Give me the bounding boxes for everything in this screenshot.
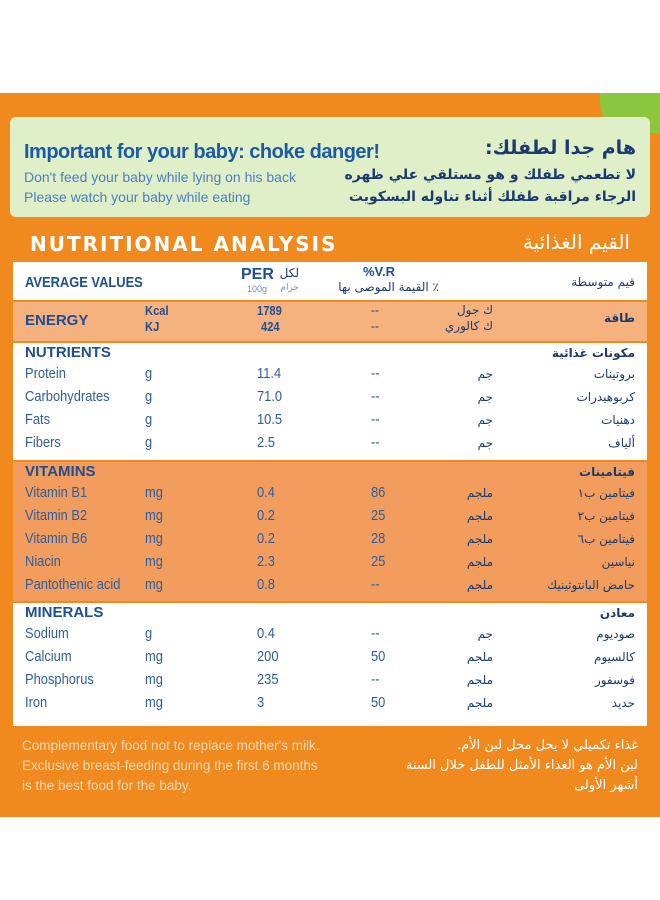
nutrient-name-ar: بروتينات <box>593 367 635 381</box>
warning-line1-en: Don't feed your baby while lying on his back <box>24 169 296 185</box>
nutrient-value: 200 <box>257 648 279 665</box>
divider-nutrients <box>13 460 647 462</box>
nutrient-value: 2.3 <box>257 553 275 570</box>
footer-line1-ar: غذاء تكميلي لا يحل محل لبن الأم. <box>457 738 638 753</box>
footer-line3-ar: أشهر الأولى <box>574 778 638 793</box>
nutrient-value: 3 <box>257 694 265 711</box>
energy-rv-kcal: -- <box>371 303 379 317</box>
nutrient-rv: -- <box>371 625 380 642</box>
nutrient-name: Protein <box>25 365 66 382</box>
nutrient-name-ar: فيتامين ب٦ <box>577 532 635 546</box>
heading-ar: القيم الغذائية <box>522 230 630 254</box>
nutrient-unit: mg <box>145 694 163 711</box>
col-per: PER <box>241 266 274 283</box>
nutrient-unit-ar: ملجم <box>466 555 493 569</box>
nutrient-rv: -- <box>371 388 380 405</box>
col-rv: %V.R <box>363 264 396 279</box>
nutrient-name: Phosphorus <box>25 671 94 688</box>
nutrient-rv: 25 <box>371 507 386 524</box>
warning-line1-ar: لا تطعمي طفلك و هو مستلقي علي ظهره <box>344 167 636 183</box>
warning-line2-en: Please watch your baby while eating <box>24 189 251 205</box>
energy-rv-kj: -- <box>371 319 379 333</box>
energy-unit-ar-kj: ك جول <box>456 303 493 317</box>
warning-title-en: Important for your baby: choke danger! <box>24 141 380 163</box>
nutrient-unit-ar: جم <box>477 367 493 381</box>
energy-unit-kcal: Kcal <box>145 303 169 318</box>
divider-energy <box>13 341 647 343</box>
nutrient-unit: mg <box>145 530 163 547</box>
section-title-ar: مكونات غذائية <box>551 346 635 360</box>
energy-label: ENERGY <box>25 312 89 329</box>
nutrient-rv: -- <box>371 671 380 688</box>
choke-warning-box <box>10 117 650 217</box>
nutrient-unit: g <box>145 625 153 642</box>
nutrient-name: Vitamin B2 <box>25 507 88 524</box>
nutrient-rv: 86 <box>371 484 386 501</box>
nutrient-value: 11.4 <box>257 365 282 382</box>
nutrient-value: 0.4 <box>257 484 275 501</box>
nutrient-value: 0.4 <box>257 625 275 642</box>
footer-line3-en: is the best food for the baby. <box>22 778 192 793</box>
col-rv-ar: ٪ القيمة الموصى بها <box>338 280 439 294</box>
energy-value-kj: 424 <box>261 319 280 334</box>
nutrient-name: Iron <box>25 694 48 711</box>
nutrient-unit: mg <box>145 648 163 665</box>
nutrient-name-ar: كربوهيدرات <box>576 390 635 404</box>
nutrient-unit: mg <box>145 507 163 524</box>
nutrient-value: 2.5 <box>257 434 275 451</box>
nutrient-unit: mg <box>145 576 163 593</box>
nutrient-unit: g <box>145 411 153 428</box>
nutrient-name-ar: دهنيات <box>601 413 635 427</box>
nutrient-name-ar: نياسين <box>601 555 635 569</box>
nutrient-rv: 50 <box>371 648 386 665</box>
col-per-ar: لكل <box>279 266 299 280</box>
footer-line1-en: Complementary food not to replace mother's milk. <box>22 738 320 753</box>
nutrition-table <box>13 262 647 726</box>
section-title: NUTRIENTS <box>25 344 111 361</box>
nutrient-unit-ar: ملجم <box>466 486 493 500</box>
nutrient-name: Carbohydrates <box>25 388 110 405</box>
nutrient-name-ar: حديد <box>611 696 635 710</box>
nutrient-unit: mg <box>145 553 163 570</box>
nutrient-value: 0.2 <box>257 530 275 547</box>
nutrient-unit-ar: ملجم <box>466 696 493 710</box>
nutrient-rv: -- <box>371 434 380 451</box>
energy-unit-ar-kcal: ك كالوري <box>444 319 493 333</box>
footer-line2-en: Exclusive breast-feeding during the first 6 months <box>22 758 318 773</box>
nutrient-unit-ar: ملجم <box>466 532 493 546</box>
nutrient-name: Niacin <box>25 553 61 570</box>
heading-en: NUTRITIONAL ANALYSIS <box>30 232 338 256</box>
col-per-unit: 100g <box>247 284 268 294</box>
nutrient-unit-ar: ملجم <box>466 673 493 687</box>
nutrient-value: 71.0 <box>257 388 283 405</box>
nutrient-name-ar: كالسيوم <box>594 650 635 664</box>
divider-vitamins <box>13 601 647 603</box>
col-per-unit-ar: جرام <box>280 283 299 293</box>
nutrient-unit-ar: جم <box>477 627 493 641</box>
nutrient-unit: g <box>145 434 153 451</box>
nutrient-name-ar: حامض البانتوثينيك <box>547 578 635 592</box>
nutrient-name: Fats <box>25 411 51 428</box>
warning-line2-ar: الرجاء مراقبة طفلك أثناء تناوله البسكويت <box>348 189 636 205</box>
nutrient-unit-ar: ملجم <box>466 509 493 523</box>
energy-unit-kj: KJ <box>145 319 160 334</box>
nutrient-unit-ar: جم <box>477 436 493 450</box>
section-title: VITAMINS <box>25 463 96 480</box>
nutrient-name: Vitamin B6 <box>25 530 88 547</box>
nutrient-rv: -- <box>371 576 380 593</box>
nutrient-name: Sodium <box>25 625 69 642</box>
nutrient-unit: g <box>145 388 153 405</box>
nutrient-name-ar: فيتامين ب٢ <box>577 509 635 523</box>
nutrient-rv: -- <box>371 365 380 382</box>
nutrient-rv: 25 <box>371 553 386 570</box>
warning-title-ar: هام جدا لطفلك: <box>484 137 636 159</box>
nutrient-rv: 28 <box>371 530 386 547</box>
nutrient-unit-ar: ملجم <box>466 578 493 592</box>
energy-label-ar: طاقة <box>604 311 635 325</box>
nutrient-unit-ar: جم <box>477 390 493 404</box>
nutrient-value: 0.8 <box>257 576 275 593</box>
nutrient-value: 0.2 <box>257 507 275 524</box>
nutrient-unit: g <box>145 365 153 382</box>
section-title: MINERALS <box>25 604 104 621</box>
nutrient-name: Vitamin B1 <box>25 484 88 501</box>
footer-line2-ar: لبن الأم هو الغذاء الأمثل للطفل خلال السنة <box>405 758 638 773</box>
nutrient-name: Fibers <box>25 434 61 451</box>
nutrient-unit: mg <box>145 671 163 688</box>
nutrient-rv: -- <box>371 411 380 428</box>
nutrient-value: 235 <box>257 671 279 688</box>
col-average-values: AVERAGE VALUES <box>25 274 143 291</box>
nutrient-unit-ar: جم <box>477 413 493 427</box>
nutrient-rv: 50 <box>371 694 386 711</box>
nutrient-name-ar: صوديوم <box>596 627 635 641</box>
energy-value-kcal: 1789 <box>257 303 282 318</box>
nutrient-name: Calcium <box>25 648 72 665</box>
section-title-ar: فيتامينات <box>579 465 635 479</box>
nutrient-unit-ar: ملجم <box>466 650 493 664</box>
col-average-values-ar: قيم متوسطة <box>571 275 635 289</box>
nutrient-value: 10.5 <box>257 411 283 428</box>
nutrient-name-ar: ألياف <box>608 436 635 450</box>
section-title-ar: معادن <box>599 606 635 620</box>
nutrient-unit: mg <box>145 484 163 501</box>
nutrient-name: Pantothenic acid <box>25 576 121 593</box>
nutrient-name-ar: فوسفور <box>594 673 635 687</box>
nutrient-name-ar: فيتامين ب١ <box>577 486 635 500</box>
divider-header <box>13 300 647 302</box>
